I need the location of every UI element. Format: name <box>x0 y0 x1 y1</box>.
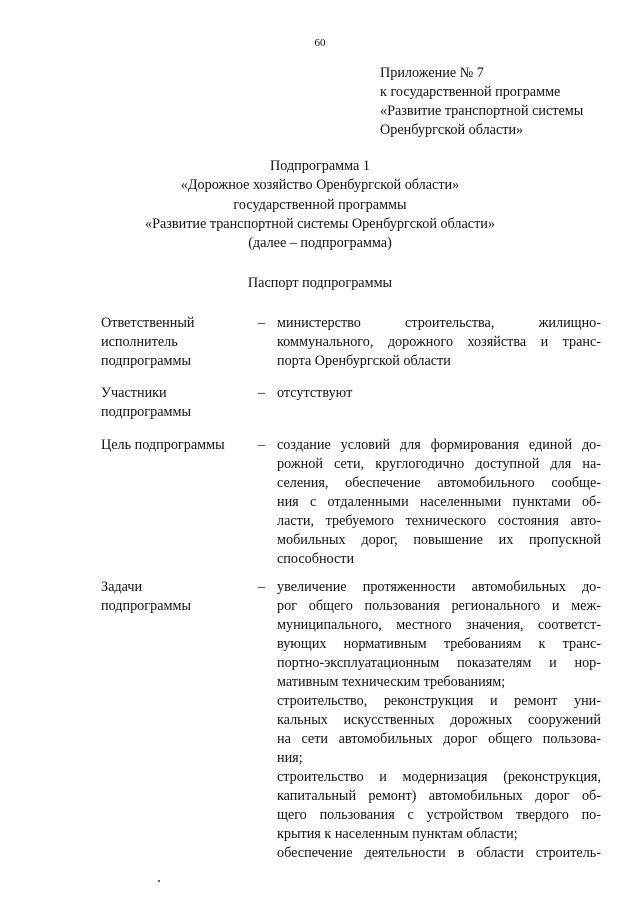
heading-line: «Дорожное хозяйство Оренбургской области» <box>180 177 460 194</box>
passport-title: Паспорт подпрограммы <box>247 275 393 291</box>
appendix-line: Оренбургской области» <box>380 122 524 138</box>
value-line: крытия к населенным пунктам области; <box>277 826 518 842</box>
row-label <box>101 384 251 422</box>
row-value <box>277 436 601 569</box>
value-line: мативным техническим требованиям; <box>277 674 506 690</box>
scan-speck <box>158 880 160 882</box>
value-line: министерство строительства, жилищно- <box>277 315 601 331</box>
value-line: рожной сети, круглогодично доступной для на- <box>277 456 601 472</box>
value-line: кальных искусственных дорожных сооружений <box>277 712 601 728</box>
appendix-note <box>380 64 630 140</box>
value-line: обеспечение деятельности в области строитель- <box>277 845 601 861</box>
value-line: муниципального, местного значения, соответст- <box>277 617 601 633</box>
dash: – <box>258 437 266 453</box>
heading-line: (далее – подпрограмма) <box>248 235 392 252</box>
value-line: вующих нормативным требованиям к транс- <box>277 636 601 652</box>
value-line: селения, обеспечение автомобильного сообще- <box>277 475 601 491</box>
appendix-line: Приложение № 7 <box>380 65 484 81</box>
label-line: Цель подпрограммы <box>101 437 225 453</box>
label-line: подпрограммы <box>101 598 191 614</box>
subprogram-heading <box>0 157 640 253</box>
row-value <box>277 314 601 371</box>
row-label <box>101 436 251 455</box>
value-line: мобильных дорог, повышение их пропускной <box>277 532 601 548</box>
row-label <box>101 314 251 371</box>
value-line: ния с отдаленными населенными пунктами об- <box>277 494 601 510</box>
label-line: подпрограммы <box>101 404 191 420</box>
dash: – <box>258 579 266 595</box>
value-line: капитальный ремонт) автомобильных дорог об- <box>277 788 601 804</box>
label-line: Участники <box>101 385 167 401</box>
value-line: строительство, реконструкция и ремонт уни- <box>277 693 601 709</box>
label-line: Задачи <box>101 579 143 595</box>
heading-line: «Развитие транспортной системы Оренбургской области» <box>145 215 495 232</box>
heading-line: государственной программы <box>233 196 407 213</box>
value-line: увеличение протяженности автомобильных до- <box>277 579 601 595</box>
row-value <box>277 578 601 863</box>
value-line: ния; <box>277 750 303 766</box>
appendix-line: к государственной программе <box>380 84 561 100</box>
dash: – <box>258 385 266 401</box>
value-line: отсутствуют <box>277 385 353 401</box>
page-number: 60 <box>314 37 326 49</box>
label-line: подпрограммы <box>101 353 191 369</box>
heading-line: Подпрограмма 1 <box>270 158 370 174</box>
value-line: коммунального, дорожного хозяйства и транс- <box>277 334 601 350</box>
value-line: способности <box>277 551 355 567</box>
value-line: портно-эксплуатационным показателям и нор- <box>277 655 601 671</box>
appendix-line: «Развитие транспортной системы <box>380 103 584 119</box>
value-line: порта Оренбургской области <box>277 353 451 369</box>
label-line: исполнитель <box>101 334 178 350</box>
dash: – <box>258 315 266 331</box>
row-value <box>277 384 601 403</box>
row-label <box>101 578 251 616</box>
value-line: ласти, требуемого технического состояния авто- <box>277 513 601 529</box>
value-line: рог общего пользования регионального и меж- <box>277 598 601 614</box>
value-line: создание условий для формирования единой до- <box>277 437 601 453</box>
label-line: Ответственный <box>101 315 195 331</box>
value-line: на сети автомобильных дорог общего пользова- <box>277 731 601 747</box>
value-line: строительство и модернизация (реконструкция, <box>277 769 601 785</box>
value-line: щего пользования с устройством твердого по- <box>277 807 601 823</box>
